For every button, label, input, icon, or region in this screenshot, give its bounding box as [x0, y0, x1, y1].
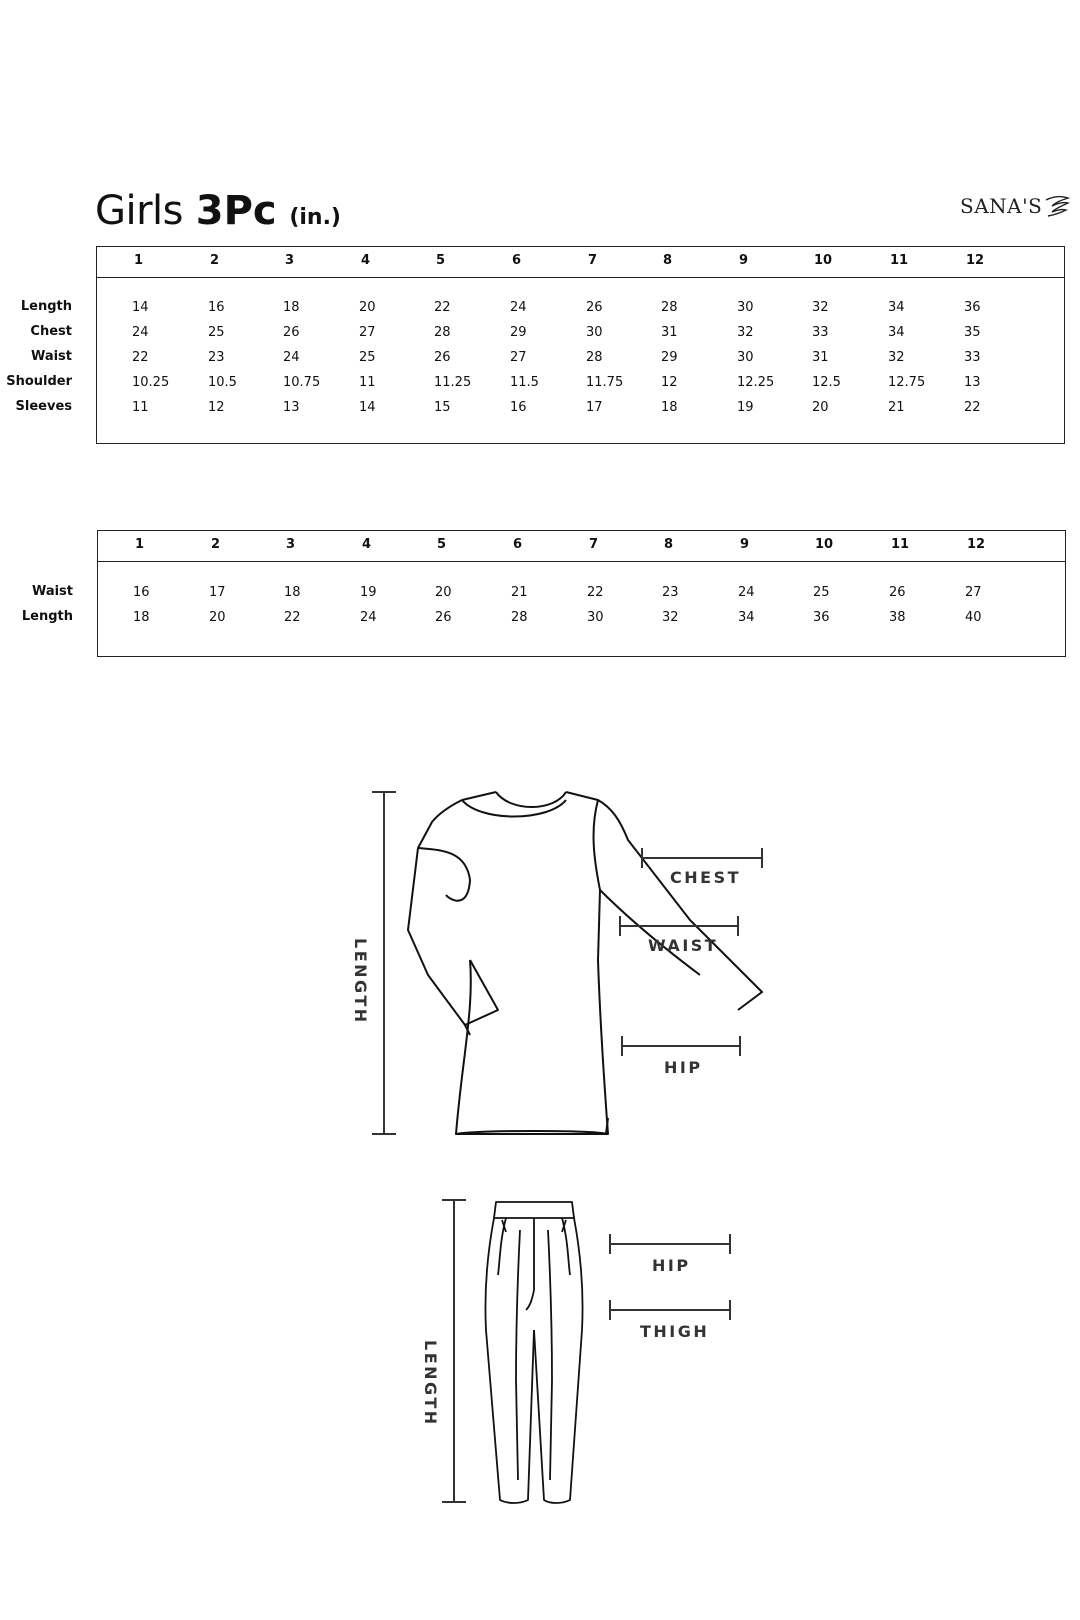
- trouser-cell: 17: [209, 585, 226, 600]
- shirt-row-label: Waist: [30, 349, 72, 364]
- shirt-cell: 10.75: [283, 375, 321, 390]
- shirt-outline: [408, 792, 762, 1134]
- shirt-cell: 17: [586, 400, 603, 415]
- shirt-cell: 26: [586, 300, 603, 315]
- shirt-size-header: 1: [134, 253, 144, 268]
- shirt-cell: 28: [586, 350, 603, 365]
- title-unit: (in.): [289, 205, 341, 230]
- header-divider: [98, 561, 1065, 562]
- shirt-cell: 12.5: [812, 375, 841, 390]
- shirt-cell: 25: [359, 350, 376, 365]
- shirt-size-header: 4: [361, 253, 371, 268]
- shirt-cell: 27: [359, 325, 376, 340]
- title-girls: Girls: [95, 188, 184, 234]
- shirt-cell: 25: [208, 325, 225, 340]
- trouser-cell: 34: [738, 610, 755, 625]
- shirt-cell: 21: [888, 400, 905, 415]
- shirt-size-table: [96, 246, 1065, 444]
- trouser-row-label: Waist: [31, 584, 73, 599]
- shirt-size-header: 6: [512, 253, 522, 268]
- shirt-cell: 24: [283, 350, 300, 365]
- trouser-cell: 18: [284, 585, 301, 600]
- trouser-outline: [485, 1202, 582, 1503]
- shirt-row-label: Shoulder: [6, 374, 72, 389]
- chest-label: CHEST: [670, 868, 741, 887]
- thigh-measure: [610, 1300, 730, 1320]
- shirt-size-header: 3: [285, 253, 295, 268]
- trouser-size-header: 9: [740, 537, 750, 552]
- trouser-cell: 21: [511, 585, 528, 600]
- shirt-cell: 20: [359, 300, 376, 315]
- shirt-cell: 34: [888, 325, 905, 340]
- hip-measure: [622, 1036, 740, 1056]
- shirt-row-label: Length: [20, 299, 72, 314]
- title-3pc: 3Pc: [195, 188, 277, 234]
- shirt-cell: 16: [510, 400, 527, 415]
- shirt-cell: 10.25: [132, 375, 170, 390]
- shirt-cell: 34: [888, 300, 905, 315]
- shirt-length-measure: [372, 792, 396, 1134]
- shirt-cell: 16: [208, 300, 225, 315]
- trouser-length-measure: [442, 1200, 466, 1502]
- shirt-cell: 32: [737, 325, 754, 340]
- shirt-cell: 11.75: [586, 375, 624, 390]
- trouser-cell: 26: [889, 585, 906, 600]
- trouser-cell: 16: [133, 585, 150, 600]
- shirt-cell: 31: [812, 350, 829, 365]
- shirt-cell: 11.5: [510, 375, 539, 390]
- brand-logo: [960, 192, 1070, 226]
- shirt-cell: 13: [283, 400, 300, 415]
- trouser-cell: 20: [209, 610, 226, 625]
- shirt-cell: 29: [510, 325, 527, 340]
- trouser-cell: 25: [813, 585, 830, 600]
- trouser-size-table: [97, 530, 1066, 657]
- shirt-cell: 24: [510, 300, 527, 315]
- chest-measure: [642, 848, 762, 868]
- trouser-size-header: 12: [967, 537, 986, 552]
- shirt-cell: 31: [661, 325, 678, 340]
- brand-name: SANA'S: [960, 194, 1043, 218]
- waist-measure: [620, 916, 738, 936]
- trouser-cell: 36: [813, 610, 830, 625]
- trouser-cell: 24: [360, 610, 377, 625]
- trouser-cell: 30: [587, 610, 604, 625]
- shirt-cell: 13: [964, 375, 981, 390]
- shirt-cell: 19: [737, 400, 754, 415]
- trouser-length-label: LENGTH: [421, 1340, 440, 1427]
- shirt-size-header: 12: [966, 253, 985, 268]
- shirt-cell: 23: [208, 350, 225, 365]
- trouser-size-header: 11: [891, 537, 910, 552]
- shirt-cell: 26: [283, 325, 300, 340]
- shirt-cell: 12: [661, 375, 678, 390]
- shirt-cell: 30: [737, 350, 754, 365]
- trouser-size-header: 5: [437, 537, 447, 552]
- shirt-cell: 33: [812, 325, 829, 340]
- shirt-cell: 12.75: [888, 375, 926, 390]
- shirt-cell: 11.25: [434, 375, 472, 390]
- shirt-cell: 10.5: [208, 375, 237, 390]
- trouser-size-header: 2: [211, 537, 221, 552]
- shirt-cell: 15: [434, 400, 451, 415]
- trouser-size-header: 6: [513, 537, 523, 552]
- trouser-cell: 24: [738, 585, 755, 600]
- waist-label: WAIST: [648, 936, 719, 955]
- shirt-length-label: LENGTH: [351, 938, 370, 1025]
- shirt-cell: 11: [359, 375, 376, 390]
- trouser-cell: 18: [133, 610, 150, 625]
- trouser-cell: 22: [587, 585, 604, 600]
- shirt-size-header: 2: [210, 253, 220, 268]
- shirt-cell: 24: [132, 325, 149, 340]
- shirt-cell: 35: [964, 325, 981, 340]
- trouser-cell: 38: [889, 610, 906, 625]
- header-divider: [97, 277, 1064, 278]
- shirt-size-header: 5: [436, 253, 446, 268]
- shirt-size-header: 9: [739, 253, 749, 268]
- trouser-cell: 20: [435, 585, 452, 600]
- shirt-cell: 22: [964, 400, 981, 415]
- trouser-size-header: 4: [362, 537, 372, 552]
- trouser-cell: 22: [284, 610, 301, 625]
- shirt-cell: 32: [812, 300, 829, 315]
- shirt-cell: 30: [586, 325, 603, 340]
- thigh-label: THIGH: [640, 1322, 710, 1341]
- shirt-row-label: Sleeves: [15, 399, 72, 414]
- shirt-cell: 36: [964, 300, 981, 315]
- hip-label: HIP: [664, 1058, 703, 1077]
- shirt-size-header: 10: [814, 253, 833, 268]
- shirt-cell: 30: [737, 300, 754, 315]
- shirt-cell: 18: [661, 400, 678, 415]
- trouser-cell: 23: [662, 585, 679, 600]
- shirt-cell: 12: [208, 400, 225, 415]
- trouser-cell: 32: [662, 610, 679, 625]
- trouser-size-header: 3: [286, 537, 296, 552]
- shirt-cell: 32: [888, 350, 905, 365]
- page-title: [95, 188, 341, 241]
- shirt-cell: 33: [964, 350, 981, 365]
- shirt-row-label: Chest: [30, 324, 72, 339]
- trouser-size-header: 8: [664, 537, 674, 552]
- trouser-size-header: 10: [815, 537, 834, 552]
- trouser-size-header: 1: [135, 537, 145, 552]
- shirt-cell: 29: [661, 350, 678, 365]
- wing-icon: [1044, 194, 1070, 220]
- shirt-cell: 14: [132, 300, 149, 315]
- trouser-cell: 19: [360, 585, 377, 600]
- shirt-size-header: 8: [663, 253, 673, 268]
- trouser-cell: 27: [965, 585, 982, 600]
- shirt-cell: 11: [132, 400, 149, 415]
- trouser-cell: 28: [511, 610, 528, 625]
- shirt-cell: 22: [434, 300, 451, 315]
- shirt-size-header: 11: [890, 253, 909, 268]
- trouser-hip-measure: [610, 1234, 730, 1254]
- shirt-cell: 28: [661, 300, 678, 315]
- shirt-size-header: 7: [588, 253, 598, 268]
- shirt-cell: 14: [359, 400, 376, 415]
- trouser-size-header: 7: [589, 537, 599, 552]
- shirt-cell: 26: [434, 350, 451, 365]
- shirt-cell: 18: [283, 300, 300, 315]
- shirt-cell: 22: [132, 350, 149, 365]
- trouser-hip-label: HIP: [652, 1256, 691, 1275]
- shirt-cell: 28: [434, 325, 451, 340]
- trouser-cell: 40: [965, 610, 982, 625]
- shirt-cell: 20: [812, 400, 829, 415]
- shirt-cell: 12.25: [737, 375, 775, 390]
- trouser-cell: 26: [435, 610, 452, 625]
- trouser-row-label: Length: [21, 609, 73, 624]
- shirt-cell: 27: [510, 350, 527, 365]
